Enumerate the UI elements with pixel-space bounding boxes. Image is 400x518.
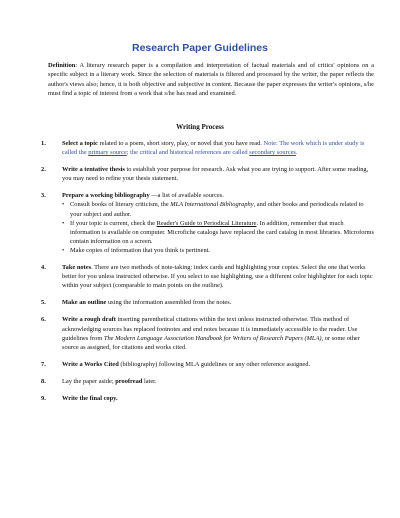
step-text: using the information assembled from the notes.	[106, 299, 232, 307]
step-number: 1.	[41, 140, 46, 147]
step-number: 4.	[41, 264, 46, 272]
step-text: , or some other source as assigned, for citations and works cited.	[62, 334, 360, 351]
bullet-text: . In addition, remember that much information is available on computer. Microfiche catalogs have replaced the card catalog in most libraries. Microforms contain information on a screen.	[70, 219, 374, 245]
step-7	[29, 360, 374, 369]
step-label: Select a topic	[62, 140, 98, 147]
step-label: Make an outline	[62, 299, 107, 307]
step-text: (bibliography) following MLA guidelines or any other reference assigned.	[118, 360, 311, 368]
step-note: ; the critical and historical references are called	[126, 149, 248, 157]
step-5	[29, 298, 374, 307]
bullet-item	[62, 246, 374, 255]
primary-source-link[interactable]: primary source	[88, 149, 127, 157]
step-text: inserting parenthetical citations within the text unless instructed otherwise. This method of acknowledging sources has replaced footnotes and end notes because it is immediately accessible to the reader. Use guidelines from	[62, 316, 358, 342]
page-title: Research Paper Guidelines	[132, 42, 268, 54]
step-text: —a list of available sources.	[149, 192, 224, 200]
step-number: 8.	[41, 377, 46, 385]
step-label: Write a tentative thesis	[62, 166, 125, 174]
step-number: 3.	[41, 192, 46, 200]
definition-paragraph	[48, 61, 374, 99]
step-number: 7.	[41, 360, 46, 368]
step-label: proofread	[115, 377, 143, 385]
step-6	[29, 315, 374, 351]
step-label: Take notes	[62, 264, 92, 272]
step-2	[29, 165, 374, 183]
secondary-sources-link[interactable]: secondary sources	[249, 149, 296, 157]
bullet-text: If your topic is current, check the	[70, 219, 157, 227]
writing-process-heading: Writing Process	[176, 123, 224, 131]
bibliography-bullets	[62, 200, 374, 255]
bullet-title: MLA International Bibliography	[170, 201, 254, 209]
step-number: 9.	[41, 394, 46, 402]
step-label: Write a Works Cited	[62, 360, 119, 368]
definition-text: : A literary research paper is a compilation and interpretation of factual materials and of critics' opinions on a specific subject in a literary work. Since the selection of materials is filtered and processed by the writer, the paper reflects the author's views also; hence, it is both objective and subjective in content. Because the paper expresses the writer's opinions, s/he must find a topic of interest from a work that s/he has read and examined.	[48, 62, 374, 98]
handbook-title: The Modern Language Association Handbook for Writers of Research Papers (MLA)	[103, 334, 322, 342]
bullet-text: , and other books and periodicals related to your subject and author.	[70, 201, 364, 218]
step-text: Lay the paper aside;	[62, 377, 116, 385]
bullet-text: Make copies of information that you think is pertinent.	[70, 246, 211, 254]
step-1	[29, 139, 374, 157]
bullet-title: Reader's Guide to Periodical Literature	[156, 219, 257, 227]
bullet-item	[62, 200, 374, 218]
step-number: 6.	[41, 316, 46, 324]
bullet-text: Consult books of literary criticism, the	[70, 201, 171, 209]
step-label: Prepare a working bibliography	[62, 192, 150, 200]
step-text: to establish your purpose for research. Ask what you are trying to support. After some reading, you may need to refine your thesis statement.	[62, 166, 369, 183]
step-note: Note: The work which is under study is called the	[62, 140, 365, 157]
step-text: . There are two methods of note-taking: index cards and highlighting your copies. Select the one that works better for you unless instructed otherwise. If you select to use highlighting, use a different color highlighter for each topic within your subject (comparable to main points on the outline).	[62, 264, 373, 290]
step-note: .	[295, 149, 298, 157]
step-text: related to a poem, short story, play, or novel that you have read.	[97, 140, 262, 147]
step-4	[29, 263, 374, 290]
step-label: Write a rough draft	[62, 316, 116, 324]
step-9	[29, 394, 374, 403]
step-number: 2.	[41, 166, 46, 174]
step-text: later.	[142, 377, 157, 385]
step-3	[29, 191, 374, 255]
step-label: Write the final copy.	[62, 394, 118, 402]
bullet-item	[62, 219, 374, 246]
steps-list	[29, 139, 374, 411]
definition-label: Definition	[48, 62, 76, 69]
step-8	[29, 377, 374, 386]
step-number: 5.	[41, 299, 46, 307]
